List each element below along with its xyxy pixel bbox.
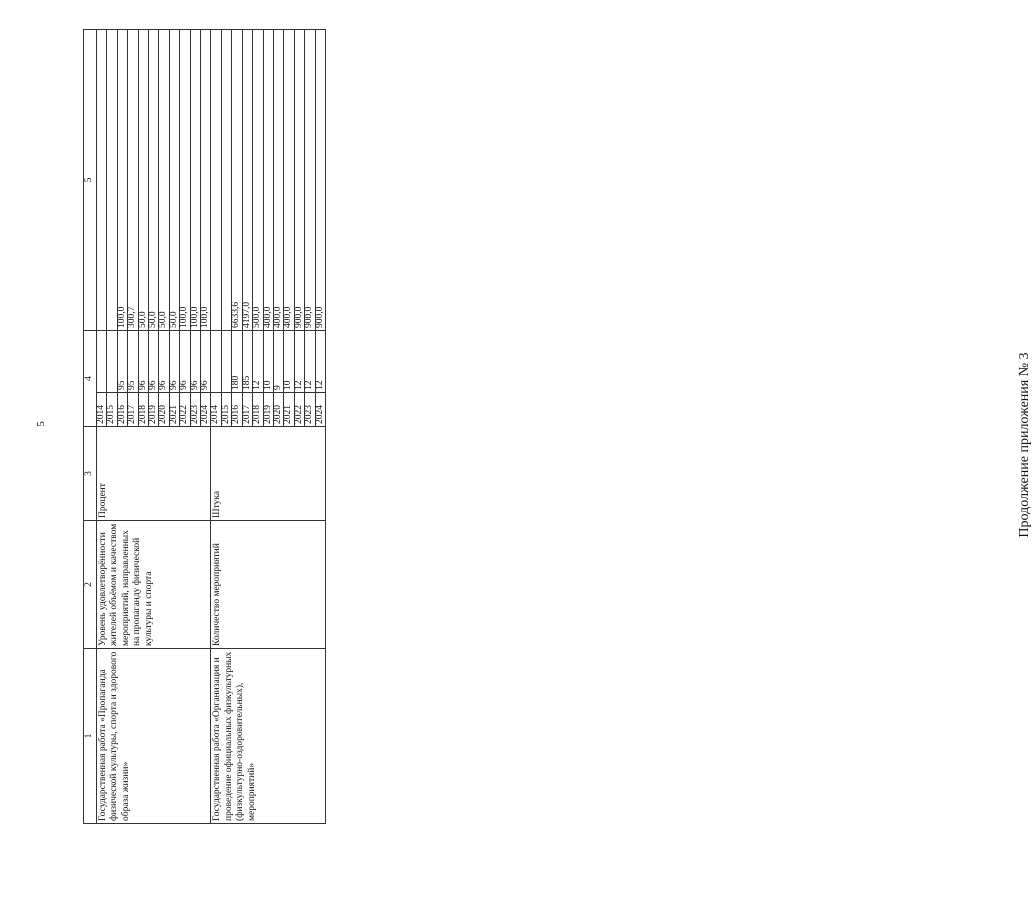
table-body (97, 30, 326, 824)
value-cell: 96 (180, 331, 190, 393)
year-cell: 2017 (242, 393, 252, 427)
result-cell: 50,0 (169, 30, 179, 331)
header-col-5: 5 (84, 30, 97, 331)
value-cell (107, 331, 117, 393)
value-cell: 12 (294, 331, 304, 393)
result-cell: 400,0 (284, 30, 294, 331)
value-cell: 96 (169, 331, 179, 393)
value-cell: 96 (159, 331, 169, 393)
year-cell: 2019 (263, 393, 273, 427)
year-cell: 2022 (180, 393, 190, 427)
value-cell: 12 (315, 331, 325, 393)
header-col-2: 2 (84, 521, 97, 649)
value-cell: 96 (190, 331, 200, 393)
year-cell: 2023 (305, 393, 315, 427)
result-cell: 900,0 (294, 30, 304, 331)
result-cell: 900,0 (305, 30, 315, 331)
year-cell: 2022 (294, 393, 304, 427)
result-cell: 400,0 (273, 30, 283, 331)
result-cell: 50,0 (138, 30, 148, 331)
result-cell: 100,0 (180, 30, 190, 331)
value-cell: 95 (128, 331, 138, 393)
value-cell: 185 (242, 331, 252, 393)
year-cell: 2016 (117, 393, 127, 427)
year-cell: 2014 (97, 393, 107, 427)
rotated-table-container (83, 30, 567, 824)
year-cell: 2020 (159, 393, 169, 427)
year-cell: 2018 (138, 393, 148, 427)
continuation-title: Продолжение приложения № 3 (1017, 352, 1032, 538)
year-cell: 2017 (128, 393, 138, 427)
result-cell: 400,0 (263, 30, 273, 331)
result-cell: 100,0 (201, 30, 211, 331)
result-cell: 100,0 (190, 30, 200, 331)
year-cell: 2024 (201, 393, 211, 427)
value-cell (211, 331, 221, 393)
value-cell: 95 (117, 331, 127, 393)
year-cell: 2015 (107, 393, 117, 427)
result-cell: 6633,6 (232, 30, 242, 331)
header-col-4: 4 (84, 331, 97, 427)
year-cell: 2014 (211, 393, 221, 427)
value-cell: 180 (232, 331, 242, 393)
value-cell (221, 331, 231, 393)
result-cell: 50,0 (159, 30, 169, 331)
value-cell: 96 (138, 331, 148, 393)
value-cell: 10 (284, 331, 294, 393)
table-row (211, 30, 221, 824)
result-cell: 500,0 (253, 30, 263, 331)
year-cell: 2021 (284, 393, 294, 427)
result-cell (97, 30, 107, 331)
result-cell (221, 30, 231, 331)
year-cell: 2024 (315, 393, 325, 427)
header-col-1: 1 (84, 649, 97, 824)
result-cell (107, 30, 117, 331)
year-cell: 2019 (149, 393, 159, 427)
work-cell: Государственная работа «Пропаганда физической культуры, спорта и здорового образа жизни» (97, 649, 211, 824)
indicator-cell: Количество мероприятий (211, 521, 325, 649)
value-cell: 9 (273, 331, 283, 393)
year-cell: 2015 (221, 393, 231, 427)
value-cell (97, 331, 107, 393)
result-cell: 4197,0 (242, 30, 252, 331)
header-col-3: 3 (84, 427, 97, 521)
year-cell: 2020 (273, 393, 283, 427)
value-cell: 10 (263, 331, 273, 393)
indicator-cell: Уровень удовлетворённости жителей объёмом и качеством мероприятий, направленных на пропаганду физической культуры и спорта (97, 521, 211, 649)
unit-cell: Штука (211, 427, 325, 521)
result-cell: 300,7 (128, 30, 138, 331)
year-cell: 2018 (253, 393, 263, 427)
value-cell: 96 (201, 331, 211, 393)
value-cell: 12 (305, 331, 315, 393)
year-cell: 2023 (190, 393, 200, 427)
year-cell: 2016 (232, 393, 242, 427)
result-cell: 50,0 (149, 30, 159, 331)
unit-cell: Процент (97, 427, 211, 521)
value-cell: 12 (253, 331, 263, 393)
appendix-table (83, 29, 326, 824)
result-cell (211, 30, 221, 331)
year-cell: 2021 (169, 393, 179, 427)
result-cell: 900,0 (315, 30, 325, 331)
table-row (97, 30, 107, 824)
result-cell: 100,0 (117, 30, 127, 331)
value-cell: 96 (149, 331, 159, 393)
work-cell: Государственная работа «Организация и проведение официальных физкультурных (физкультурно-оздоровительных), мероприятий» (211, 649, 325, 824)
page-number: 5 (34, 421, 47, 427)
header-row (84, 30, 97, 824)
